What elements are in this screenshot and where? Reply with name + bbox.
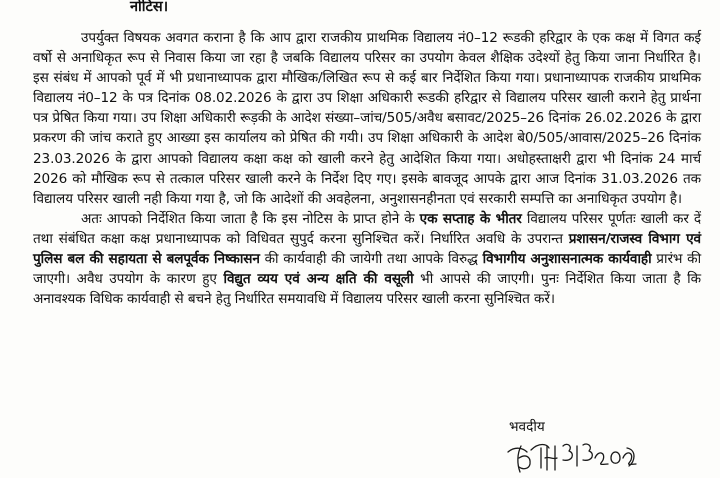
paragraph-background: उपर्युक्त विषयक अवगत कराना है कि आप द्वारा राजकीय प्राथमिक विद्यालय नं0–12 रूडकी हरिद्वार के एक कक्ष में विगत कई वर्षो से अनाधिकृत रूप से निवास किया जा रहा है जबकि विद्यालय परिसर का उपयोग केवल शैक्षिक उदेश्यों हेतु किया जाना निर्धारित है। इस संबंध में आपको पूर्व में भी प्रधानाध्यापक द्वारा मौखिक/लिखित रूप से कई बार निर्देशित किया गया। प्रधानाध्यापक राजकीय प्राथमिक विद्यालय नं0–12 के पत्र दिनांक 08.02.2026 के द्वारा उप शिक्षा अधिकारी रूडकी हरिद्वार से विद्यालय परिसर खाली कराने हेतु प्रार्थना पत्र प्रेषित किया गया। उप शिक्षा अधिकारी रूड़की के आदेश संख्या–जांच/505/अवैध बसावट/2025–26 दिनांक 26.02.2026 के द्वारा प्रकरण की जांच कराते हुए आख्या इस कार्यालय को प्रेषित की गयी। उप शिक्षा अधिकारी के आदेश बे0/505/आवास/2025–26 दिनांक 23.03.2026 के द्वारा आपको विद्यालय कक्षा कक्ष को खाली करने हेतु आदेशित किया गया। अधोहस्ताक्षरी द्वारा भी दिनांक 24 मार्च 2026 को मौखिक रूप से तत्काल परिसर खाली करने के निर्देश दिए गए। इसके बावजूद आपके द्वारा आज दिनांक 31.03.2026 तक विद्यालय परिसर खाली नही किया गया है, जो कि आदेशों की अवहेलना, अनुशासनहीनता एवं सरकारी सम्पत्ति का अनाधिकृत उपयोग है।	[33, 30, 701, 207]
directive-text-5: भी आपसे की जाएगी। पुनः निर्देशित किया जाता है कि अनावश्यक विधिक कार्यवाही से बचने हेतु निर्धारित समयावधि में विद्यालय परिसर खाली करना सुनिश्चित करें।	[33, 271, 701, 308]
directive-text-3: की कार्यवाही की जायेगी तथा आपके विरुद्ध	[259, 251, 483, 268]
handwritten-signature	[505, 436, 640, 474]
closing-label: भवदीय	[509, 419, 545, 435]
notice-title: नोटिस।	[130, 0, 169, 15]
directive-emphasis-deadline: एक सप्ताह के भीतर	[419, 210, 522, 227]
signature-drawing	[505, 436, 640, 474]
directive-text-2: विद्यालय परिसर पूर्णतः खाली कर दें तथा संबंधित कक्षा कक्ष प्रधानाध्यापक को विधिवत सुपुर्द करना सुनिश्चित करें। निर्धारित अवधि के उपरान्त	[33, 210, 701, 247]
paragraph-directive	[33, 209, 701, 309]
notice-body	[33, 28, 701, 309]
directive-emphasis-eviction: प्रशासन/राजस्व विभाग एवं पुलिस बल की सहायता से बलपूर्वक निष्कासन	[33, 230, 701, 268]
directive-emphasis-recovery: विद्युत व्यय एवं अन्य क्षति की वसूली	[223, 271, 414, 288]
directive-emphasis-disciplinary: विभागीय अनुशासनात्मक कार्यवाही	[482, 251, 652, 268]
directive-text-1: अतः आपको निर्देशित किया जाता है कि इस नोटिस के प्राप्त होने के	[81, 210, 420, 227]
directive-text-4: प्रारंभ की जाएगी। अवैध उपयोग के कारण हुए	[33, 251, 701, 288]
